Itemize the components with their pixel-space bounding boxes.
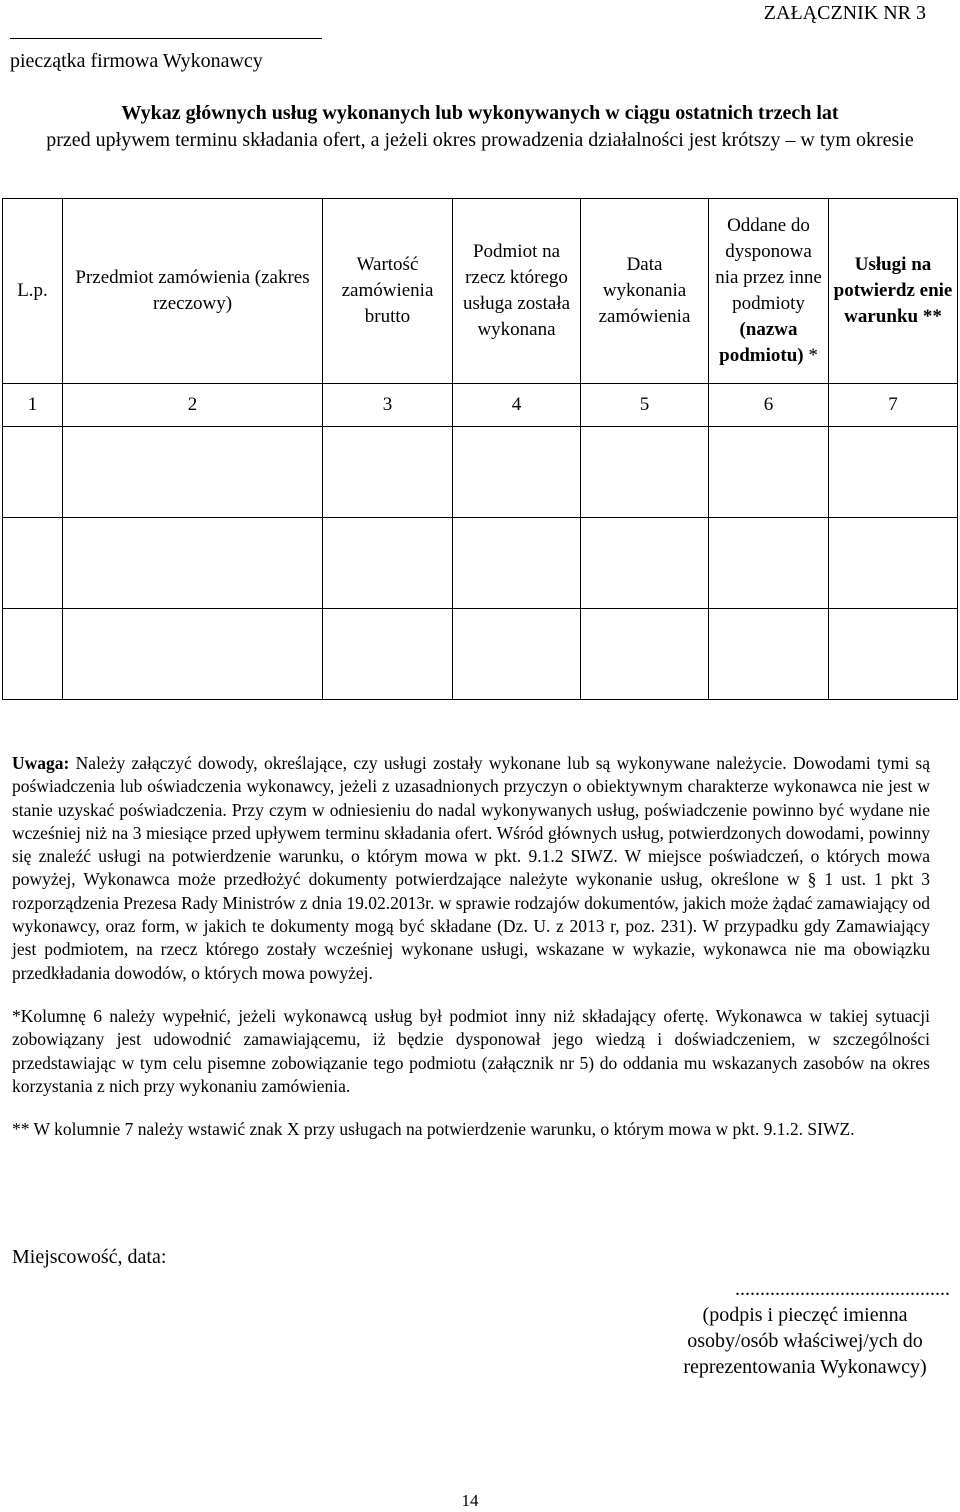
col-header-client: Podmiot na rzecz którego usługa została wykonana [453,199,581,384]
page-number: 14 [461,1491,479,1510]
table-cell[interactable] [709,518,829,609]
table-cell[interactable] [581,609,709,700]
col-header-lp: L.p. [3,199,63,384]
col-number: 3 [323,384,453,427]
col-number: 2 [63,384,323,427]
uwaga-text: Należy załączyć dowody, określające, czy usługi zostały wykonane lub są wykonywane należycie. Dowodami tymi są poświadczenia lub oświadczenia wykonawcy, jeżeli z uzasadnionych przyczyn o obiektywnym charakterze wykonawca nie jest w stanie uzyskać poświadczenia. Przy czym w odniesieniu do nadal wykonywanych usług, poświadczenie powinno być wydane nie wcześniej niż na 3 miesiące przed upływem terminu składania ofert. Wśród głównych usług, potwierdzonych dowodami, powinny się znaleźć usługi na potwierdzenie warunku, o którym mowa w pkt. 9.1.2 SIWZ. W miejsce poświadczeń, o których mowa powyżej, Wykonawca może przedłożyć dokumenty potwierdzające należyte wykonanie usług, określone w § 1 ust. 1 pkt 3 rozporządzenia Prezesa Rady Ministrów z dnia 19.02.2013r. w sprawie rodzajów dokumentów, jakich może żądać zamawiający od wykonawcy, oraz form, w jakich te dokumenty mogą być składane (Dz. U. z 2013 r, poz. 231). W przypadku gdy Zamawiający jest podmiotem, na rzecz którego zostały wcześniej wykonane usługi, wskazane w wykazie, wykonawca nie ma obowiązku przedkładania dowodów, o których mowa powyżej. [12,753,930,983]
col-number: 1 [3,384,63,427]
table-cell[interactable] [323,518,453,609]
col-number: 6 [709,384,829,427]
services-table [2,198,958,700]
col6-tail: * [808,345,818,366]
table-cell[interactable] [829,609,958,700]
table-number-row [3,384,958,427]
table-row [3,427,958,518]
annex-label: ZAŁĄCZNIK NR 3 [763,2,926,24]
col-header-other-entities [709,199,829,384]
signature-dots: ........................................... [735,1278,950,1300]
col-header-date: Data wykonania zamówienia [581,199,709,384]
stamp-label: pieczątka firmowa Wykonawcy [10,50,263,72]
uwaga-label: Uwaga: [12,753,70,773]
signature-block [660,1276,950,1380]
table-cell[interactable] [709,609,829,700]
note-column-7: ** W kolumnie 7 należy wstawić znak X przy usługach na potwierdzenie warunku, o którym mowa w pkt. 9.1.2. SIWZ. [12,1119,855,1140]
table-cell[interactable] [323,609,453,700]
table-header-row [3,199,958,384]
table-cell[interactable] [63,427,323,518]
table-cell[interactable] [453,518,581,609]
uwaga-paragraph [12,752,930,985]
table-cell[interactable] [709,427,829,518]
table-row [3,518,958,609]
signature-caption: (podpis i pieczęć imienna osoby/osób właściwej/ych do reprezentowania Wykonawcy) [683,1304,927,1378]
col-header-confirmation: Usługi na potwierdz enie warunku ** [829,199,958,384]
place-date-label: Miejscowość, data: [12,1246,167,1268]
table-cell[interactable] [63,518,323,609]
col-header-value: Wartość zamówienia brutto [323,199,453,384]
document-title [40,100,920,154]
table-cell[interactable] [581,427,709,518]
title-bold: Wykaz głównych usług wykonanych lub wykonywanych w ciągu ostatnich trzech lat [121,102,839,124]
col-number: 5 [581,384,709,427]
table-cell[interactable] [453,427,581,518]
table-cell[interactable] [323,427,453,518]
col-header-subject: Przedmiot zamówienia (zakres rzeczowy) [63,199,323,384]
table-cell[interactable] [581,518,709,609]
table-cell[interactable] [3,609,63,700]
col6-bold: (nazwa podmiotu) [719,319,804,366]
col-number: 7 [829,384,958,427]
table-row [3,609,958,700]
notes-section [12,752,930,1141]
title-normal: przed upływem terminu składania ofert, a jeżeli okres prowadzenia działalności jest krótszy – w tym okresie [46,129,914,151]
stamp-line [10,38,322,39]
table-cell[interactable] [829,518,958,609]
note-column-6: *Kolumnę 6 należy wypełnić, jeżeli wykonawcą usług był podmiot inny niż składający ofertę. Wykonawca w takiej sytuacji zobowiązany jest udowodnić zamawiającemu, iż będzie dysponował jego wiedzą i doświadczeniem, w szczególności przedstawiając w tym celu pisemne zobowiązanie tego podmiotu (załącznik nr 5) do oddania mu wskazanych zasobów na okres korzystania z nich przy wykonaniu zamówienia. [12,1005,930,1096]
col6-text: Oddane do dysponowa nia przez inne podmioty [715,215,822,314]
table-cell[interactable] [63,609,323,700]
table-cell[interactable] [3,427,63,518]
table-cell[interactable] [3,518,63,609]
table-cell[interactable] [829,427,958,518]
col-number: 4 [453,384,581,427]
table-cell[interactable] [453,609,581,700]
